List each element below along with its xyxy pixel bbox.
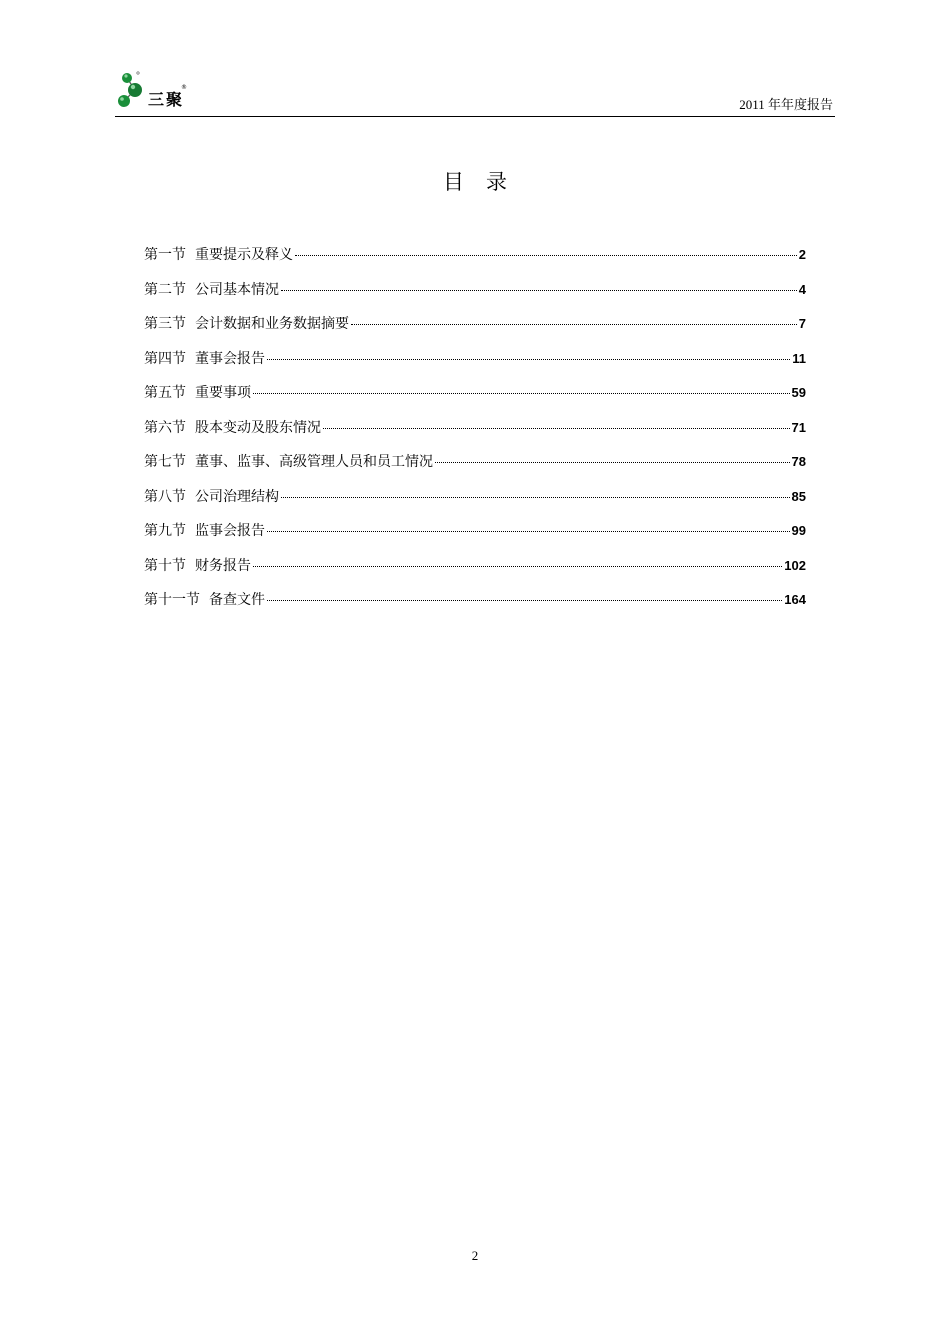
toc-section-name: 股本变动及股东情况 xyxy=(195,419,321,436)
toc-entry[interactable] xyxy=(144,486,806,521)
toc-section-name: 公司治理结构 xyxy=(195,488,279,505)
toc-entry[interactable] xyxy=(144,382,806,417)
toc-leader-dots xyxy=(267,600,782,601)
logo-text: 三聚 xyxy=(148,90,185,109)
toc-page-number: 2 xyxy=(798,247,806,262)
toc-entry[interactable] xyxy=(144,244,806,279)
toc-title: 目录 xyxy=(443,170,529,194)
toc-page-number: 59 xyxy=(791,385,806,400)
toc-page-number: 164 xyxy=(784,592,806,607)
toc-page-number: 102 xyxy=(784,557,806,573)
toc-section-number: 第八节 xyxy=(144,488,186,505)
toc-leader-dots xyxy=(253,566,782,567)
toc-section-number: 第一节 xyxy=(144,247,186,263)
toc-leader-dots xyxy=(351,324,797,325)
toc-section-name: 会计数据和业务数据摘要 xyxy=(195,316,349,332)
toc-entry[interactable] xyxy=(144,279,806,314)
toc-section-number: 第六节 xyxy=(144,419,186,436)
toc-section-name: 财务报告 xyxy=(195,557,251,574)
toc-section-name: 公司基本情况 xyxy=(195,281,279,298)
toc-leader-dots xyxy=(323,428,790,429)
toc-entry[interactable] xyxy=(144,451,806,486)
toc-entry[interactable] xyxy=(144,348,806,383)
toc-section-number: 第十节 xyxy=(144,557,186,574)
toc-section-number: 第二节 xyxy=(144,281,186,298)
toc-leader-dots xyxy=(281,497,790,498)
toc-entry[interactable] xyxy=(144,589,806,624)
toc-entry[interactable] xyxy=(144,555,806,590)
toc-page-number: 11 xyxy=(792,350,806,366)
toc-leader-dots xyxy=(295,255,797,256)
toc-section-number: 第七节 xyxy=(144,454,186,470)
page-header xyxy=(115,66,835,117)
toc-section-number: 第四节 xyxy=(144,350,186,367)
toc-page-number: 99 xyxy=(791,523,806,538)
table-of-contents xyxy=(144,244,806,624)
toc-entry[interactable] xyxy=(144,520,806,555)
company-logo xyxy=(115,68,195,112)
toc-section-name: 董事、监事、高级管理人员和员工情况 xyxy=(195,454,433,470)
toc-section-number: 第三节 xyxy=(144,316,186,332)
toc-leader-dots xyxy=(253,393,790,394)
toc-page-number: 78 xyxy=(791,454,806,469)
toc-leader-dots xyxy=(267,359,790,360)
page-number: 2 xyxy=(471,1248,479,1263)
toc-leader-dots xyxy=(435,462,790,463)
toc-section-number: 第十一节 xyxy=(144,592,200,608)
toc-section-name: 董事会报告 xyxy=(195,350,265,367)
toc-page-number: 4 xyxy=(798,281,806,297)
toc-page-number: 7 xyxy=(798,316,806,331)
toc-entry[interactable] xyxy=(144,417,806,452)
toc-page-number: 85 xyxy=(791,488,806,504)
toc-page-number: 71 xyxy=(791,419,806,435)
report-title: 2011 年年度报告 xyxy=(739,97,833,112)
toc-section-number: 第五节 xyxy=(144,385,186,401)
toc-leader-dots xyxy=(281,290,797,291)
molecule-logo-icon xyxy=(115,68,151,112)
toc-leader-dots xyxy=(267,531,790,532)
toc-section-name: 备查文件 xyxy=(209,592,265,608)
toc-entry[interactable] xyxy=(144,313,806,348)
toc-section-name: 重要事项 xyxy=(195,385,251,401)
toc-section-name: 监事会报告 xyxy=(195,523,265,539)
toc-section-name: 重要提示及释义 xyxy=(195,247,293,263)
toc-section-number: 第九节 xyxy=(144,523,186,539)
registered-mark: ® xyxy=(181,84,187,91)
